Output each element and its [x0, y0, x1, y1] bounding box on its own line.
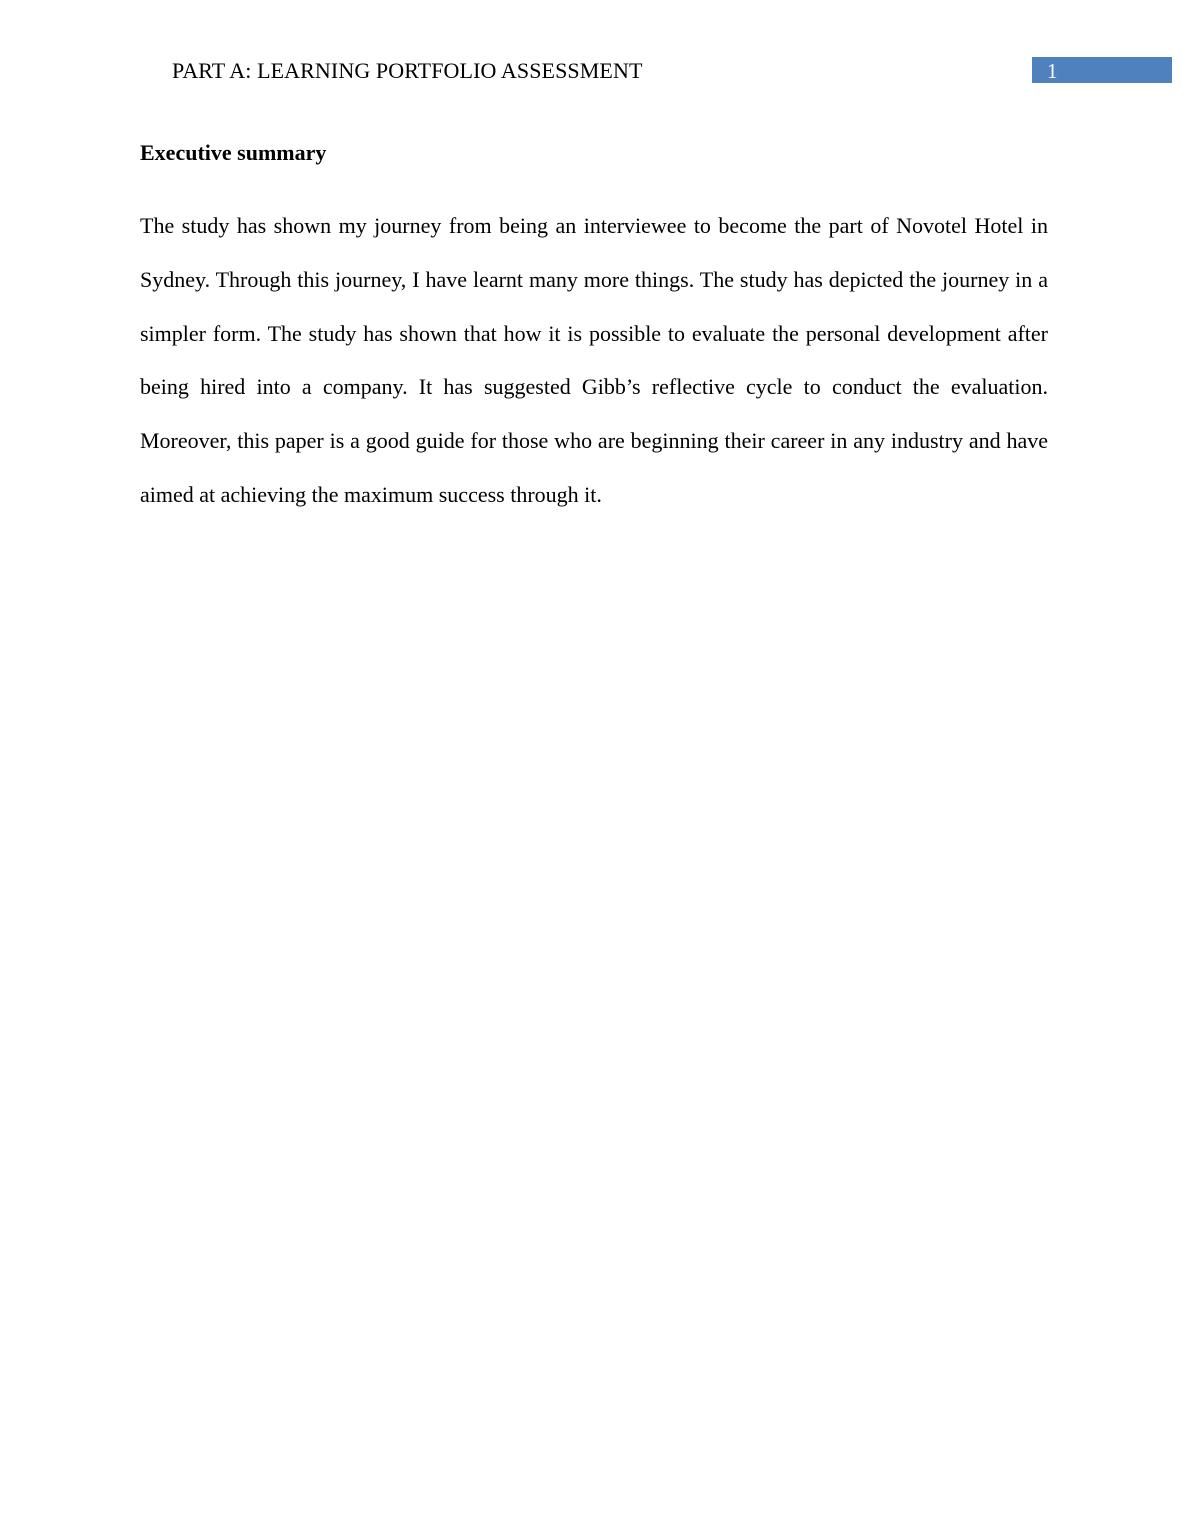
running-head: PART A: LEARNING PORTFOLIO ASSESSMENT [172, 58, 643, 83]
page-number: 1 [1047, 59, 1058, 83]
executive-summary-paragraph: The study has shown my journey from being an interviewee to become the part of Novotel Hotel in Sydney. Through this journey, I have learnt many more things. The study has depicted the journey in a simpler form. The study has shown that how it is possible to evaluate the personal development after being hired into a company. It has suggested Gibb’s reflective cycle to conduct the evaluation. Moreover, this paper is a good guide for those who are beginning their career in any industry and have aimed at achieving the maximum success through it. [140, 213, 1048, 507]
page-number-box [1032, 57, 1172, 83]
section-heading: Executive summary [140, 140, 327, 165]
